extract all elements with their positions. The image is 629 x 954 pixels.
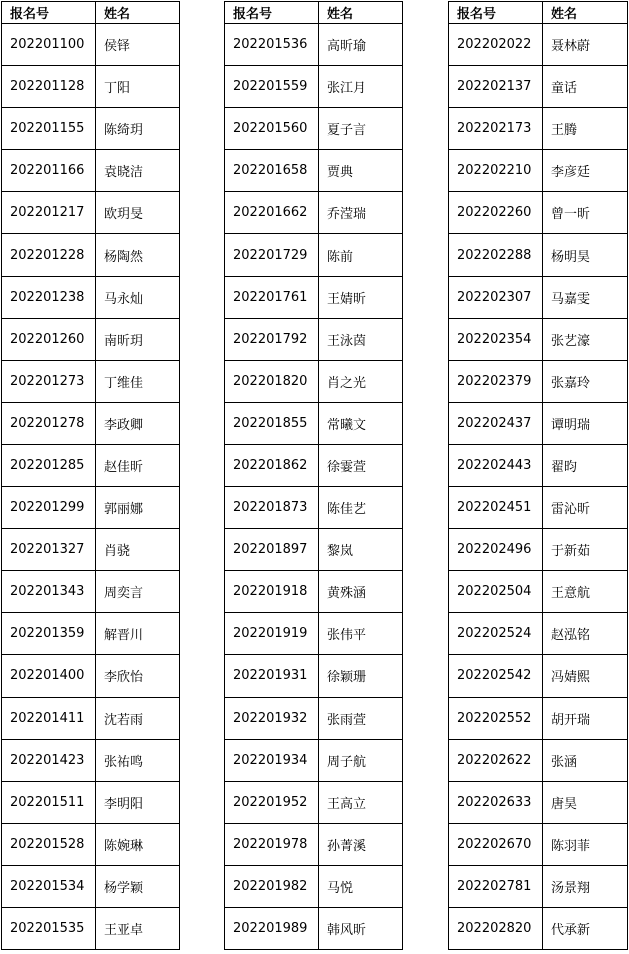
cell-registration-number: 202202260 [449, 192, 543, 234]
cell-name: 周奕言 [96, 571, 180, 613]
cell-registration-number: 202201873 [225, 487, 319, 529]
cell-registration-number: 202201820 [225, 360, 319, 402]
cell-registration-number: 202201919 [225, 613, 319, 655]
cell-name: 翟昀 [543, 444, 628, 486]
table-row [225, 529, 403, 571]
cell-name: 张江月 [319, 66, 403, 108]
cell-name: 张雨萱 [319, 697, 403, 739]
table-row [225, 823, 403, 865]
cell-registration-number: 202201931 [225, 655, 319, 697]
table-row [225, 444, 403, 486]
cell-registration-number: 202201792 [225, 318, 319, 360]
table-row [2, 865, 180, 907]
table-row [225, 360, 403, 402]
cell-name: 李欣怡 [96, 655, 180, 697]
cell-registration-number: 202201217 [2, 192, 96, 234]
cell-registration-number: 202201729 [225, 234, 319, 276]
cell-registration-number: 202202622 [449, 739, 543, 781]
roster-table-2 [224, 1, 403, 950]
cell-name: 高昕瑜 [319, 24, 403, 66]
cell-name: 王腾 [543, 108, 628, 150]
cell-registration-number: 202202307 [449, 276, 543, 318]
cell-name: 雷沁昕 [543, 487, 628, 529]
cell-registration-number: 202201273 [2, 360, 96, 402]
cell-name: 丁维佳 [96, 360, 180, 402]
cell-name: 李政卿 [96, 402, 180, 444]
table-row [449, 487, 628, 529]
table-row [449, 444, 628, 486]
table-row [449, 234, 628, 276]
table-row [2, 697, 180, 739]
table-row [2, 150, 180, 192]
cell-registration-number: 202201989 [225, 907, 319, 949]
cell-name: 唐昊 [543, 781, 628, 823]
cell-name: 南昕玥 [96, 318, 180, 360]
cell-registration-number: 202201359 [2, 613, 96, 655]
cell-registration-number: 202202524 [449, 613, 543, 655]
table-row [2, 192, 180, 234]
table-row [225, 24, 403, 66]
table-row [2, 823, 180, 865]
cell-registration-number: 202201855 [225, 402, 319, 444]
cell-name: 童话 [543, 66, 628, 108]
cell-registration-number: 202202781 [449, 865, 543, 907]
table-row [2, 318, 180, 360]
cell-name: 侯铎 [96, 24, 180, 66]
cell-name: 沈若雨 [96, 697, 180, 739]
table-row [2, 529, 180, 571]
table-row [225, 865, 403, 907]
cell-registration-number: 202202451 [449, 487, 543, 529]
cell-registration-number: 202202210 [449, 150, 543, 192]
cell-registration-number: 202201511 [2, 781, 96, 823]
cell-registration-number: 202201228 [2, 234, 96, 276]
cell-registration-number: 202202379 [449, 360, 543, 402]
table-row [449, 739, 628, 781]
cell-name: 马嘉雯 [543, 276, 628, 318]
roster-table-1 [1, 1, 180, 950]
cell-registration-number: 202201862 [225, 444, 319, 486]
table-row [449, 529, 628, 571]
cell-name: 肖骁 [96, 529, 180, 571]
cell-name: 杨学颖 [96, 865, 180, 907]
cell-registration-number: 202201260 [2, 318, 96, 360]
header-id: 报名号 [449, 2, 543, 24]
cell-name: 杨陶然 [96, 234, 180, 276]
table-row [2, 234, 180, 276]
cell-name: 夏子言 [319, 108, 403, 150]
cell-registration-number: 202202496 [449, 529, 543, 571]
cell-registration-number: 202202552 [449, 697, 543, 739]
table-row [2, 613, 180, 655]
cell-registration-number: 202202443 [449, 444, 543, 486]
cell-name: 常曦文 [319, 402, 403, 444]
table-row [2, 444, 180, 486]
cell-registration-number: 202201978 [225, 823, 319, 865]
table-row [2, 655, 180, 697]
table-row [2, 360, 180, 402]
cell-registration-number: 202202354 [449, 318, 543, 360]
cell-registration-number: 202201534 [2, 865, 96, 907]
cell-registration-number: 202201560 [225, 108, 319, 150]
table-row [2, 276, 180, 318]
cell-name: 徐颖珊 [319, 655, 403, 697]
cell-registration-number: 202201982 [225, 865, 319, 907]
table-row [449, 655, 628, 697]
table-row [2, 402, 180, 444]
cell-name: 马悦 [319, 865, 403, 907]
table-header-row [449, 2, 628, 24]
cell-name: 陈婉琳 [96, 823, 180, 865]
cell-name: 李彦廷 [543, 150, 628, 192]
cell-registration-number: 202201536 [225, 24, 319, 66]
table-row [225, 739, 403, 781]
table-row [225, 571, 403, 613]
cell-name: 王意航 [543, 571, 628, 613]
table-row [225, 487, 403, 529]
cell-name: 谭明瑞 [543, 402, 628, 444]
cell-name: 郭丽娜 [96, 487, 180, 529]
table-header-row [225, 2, 403, 24]
cell-name: 肖之光 [319, 360, 403, 402]
table-row [225, 234, 403, 276]
cell-name: 陈前 [319, 234, 403, 276]
table-row [225, 402, 403, 444]
table-row [449, 865, 628, 907]
cell-name: 陈羽菲 [543, 823, 628, 865]
table-row [449, 402, 628, 444]
table-row [2, 907, 180, 949]
cell-name: 周子航 [319, 739, 403, 781]
cell-name: 孙菁溪 [319, 823, 403, 865]
table-row [225, 276, 403, 318]
cell-name: 张艺濠 [543, 318, 628, 360]
cell-name: 冯婧熙 [543, 655, 628, 697]
header-id: 报名号 [225, 2, 319, 24]
table-row [225, 907, 403, 949]
cell-registration-number: 202201662 [225, 192, 319, 234]
table-row [449, 360, 628, 402]
cell-registration-number: 202201400 [2, 655, 96, 697]
cell-name: 李明阳 [96, 781, 180, 823]
cell-name: 陈佳艺 [319, 487, 403, 529]
cell-registration-number: 202201155 [2, 108, 96, 150]
table-row [2, 108, 180, 150]
table-row [449, 192, 628, 234]
cell-registration-number: 202202542 [449, 655, 543, 697]
cell-registration-number: 202201343 [2, 571, 96, 613]
cell-name: 丁阳 [96, 66, 180, 108]
cell-name: 张伟平 [319, 613, 403, 655]
cell-name: 赵佳昕 [96, 444, 180, 486]
cell-name: 韩风昕 [319, 907, 403, 949]
table-row [449, 697, 628, 739]
cell-name: 马永灿 [96, 276, 180, 318]
cell-registration-number: 202201934 [225, 739, 319, 781]
cell-name: 乔滢瑞 [319, 192, 403, 234]
table-row [449, 276, 628, 318]
cell-name: 陈绮玥 [96, 108, 180, 150]
cell-name: 代承新 [543, 907, 628, 949]
table-row [225, 318, 403, 360]
table-row [225, 655, 403, 697]
cell-name: 曾一昕 [543, 192, 628, 234]
table-row [225, 697, 403, 739]
cell-name: 徐霎萱 [319, 444, 403, 486]
header-name: 姓名 [543, 2, 628, 24]
cell-registration-number: 202201952 [225, 781, 319, 823]
cell-registration-number: 202201897 [225, 529, 319, 571]
cell-registration-number: 202202288 [449, 234, 543, 276]
table-row [449, 823, 628, 865]
table-row [225, 781, 403, 823]
table-row [225, 150, 403, 192]
cell-name: 黎岚 [319, 529, 403, 571]
cell-registration-number: 202201932 [225, 697, 319, 739]
table-row [2, 24, 180, 66]
cell-registration-number: 202201278 [2, 402, 96, 444]
cell-registration-number: 202201658 [225, 150, 319, 192]
cell-registration-number: 202202022 [449, 24, 543, 66]
table-row [2, 487, 180, 529]
cell-name: 于新茹 [543, 529, 628, 571]
cell-registration-number: 202201128 [2, 66, 96, 108]
cell-name: 张涵 [543, 739, 628, 781]
cell-registration-number: 202201535 [2, 907, 96, 949]
cell-name: 黄殊涵 [319, 571, 403, 613]
table-row [225, 66, 403, 108]
table-row [225, 108, 403, 150]
cell-registration-number: 202202670 [449, 823, 543, 865]
cell-registration-number: 202201285 [2, 444, 96, 486]
table-row [449, 24, 628, 66]
cell-registration-number: 202201411 [2, 697, 96, 739]
table-row [225, 192, 403, 234]
cell-registration-number: 202202137 [449, 66, 543, 108]
cell-name: 王婧昕 [319, 276, 403, 318]
cell-name: 张祐鸣 [96, 739, 180, 781]
table-row [449, 108, 628, 150]
cell-name: 欧玥旻 [96, 192, 180, 234]
cell-registration-number: 202201299 [2, 487, 96, 529]
header-name: 姓名 [96, 2, 180, 24]
table-row [449, 571, 628, 613]
cell-registration-number: 202201559 [225, 66, 319, 108]
table-row [449, 150, 628, 192]
cell-name: 聂林蔚 [543, 24, 628, 66]
header-name: 姓名 [319, 2, 403, 24]
table-row [449, 318, 628, 360]
cell-registration-number: 202201761 [225, 276, 319, 318]
cell-registration-number: 202201423 [2, 739, 96, 781]
table-row [449, 613, 628, 655]
cell-name: 汤景翔 [543, 865, 628, 907]
cell-name: 胡开瑞 [543, 697, 628, 739]
table-header-row [2, 2, 180, 24]
cell-registration-number: 202202173 [449, 108, 543, 150]
cell-name: 张嘉玲 [543, 360, 628, 402]
cell-name: 贾典 [319, 150, 403, 192]
cell-registration-number: 202202633 [449, 781, 543, 823]
cell-registration-number: 202201166 [2, 150, 96, 192]
header-id: 报名号 [2, 2, 96, 24]
cell-registration-number: 202201528 [2, 823, 96, 865]
cell-registration-number: 202201238 [2, 276, 96, 318]
table-row [225, 613, 403, 655]
table-row [2, 571, 180, 613]
cell-registration-number: 202201918 [225, 571, 319, 613]
table-row [449, 66, 628, 108]
cell-name: 王高立 [319, 781, 403, 823]
cell-name: 王亚卓 [96, 907, 180, 949]
table-row [449, 781, 628, 823]
cell-name: 王泳茵 [319, 318, 403, 360]
cell-registration-number: 202201327 [2, 529, 96, 571]
cell-name: 解晋川 [96, 613, 180, 655]
cell-name: 袁晓洁 [96, 150, 180, 192]
table-row [2, 739, 180, 781]
cell-registration-number: 202202820 [449, 907, 543, 949]
table-row [449, 907, 628, 949]
cell-registration-number: 202201100 [2, 24, 96, 66]
cell-registration-number: 202202437 [449, 402, 543, 444]
table-row [2, 781, 180, 823]
cell-name: 赵泓铭 [543, 613, 628, 655]
cell-registration-number: 202202504 [449, 571, 543, 613]
table-row [2, 66, 180, 108]
roster-table-3 [448, 1, 628, 950]
cell-name: 杨明昊 [543, 234, 628, 276]
